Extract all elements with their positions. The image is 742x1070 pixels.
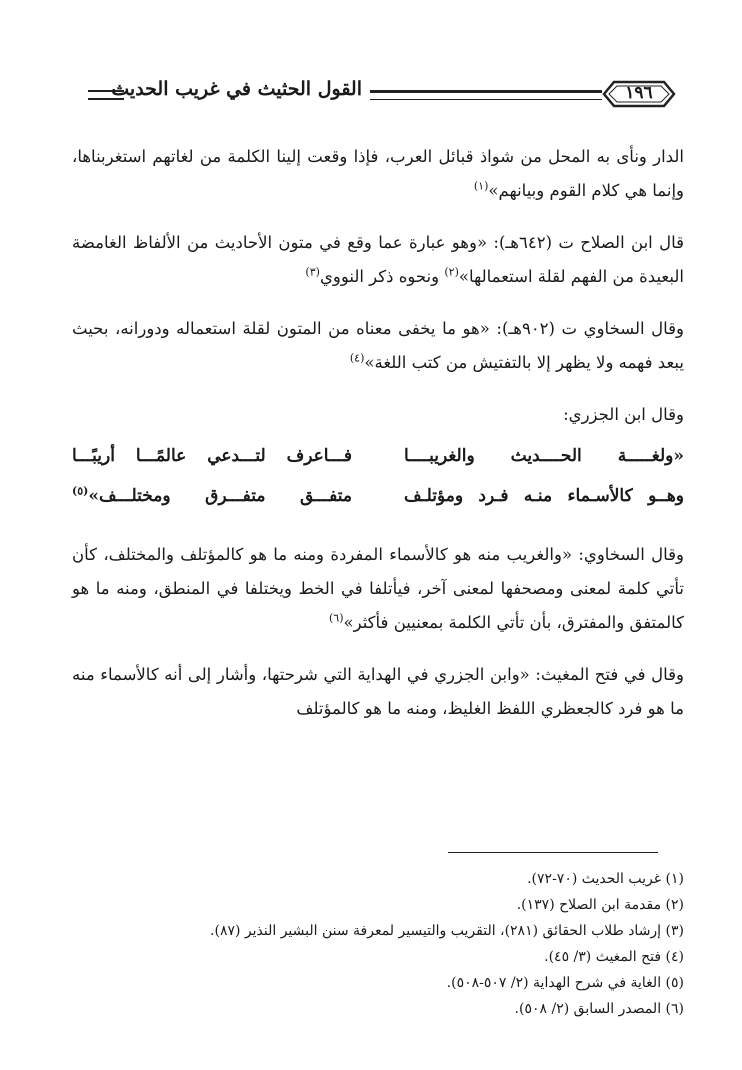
footnote-ref: (٤): [349, 351, 365, 365]
footnotes: [72, 866, 684, 1022]
footnote-ref: (٥): [72, 484, 89, 498]
poem: [72, 436, 684, 516]
footnote: (٤) فتح المغيث (٣/ ٤٥).: [544, 949, 684, 965]
paragraph: [72, 226, 684, 294]
hemistich: فـــاعرف لتـــدعي عالمًـــا أريبًـــا: [72, 446, 352, 466]
paragraph: [72, 140, 684, 208]
footnote-separator: [448, 852, 658, 853]
poem-line: [72, 476, 684, 516]
hemistich-text: متفـــق متفـــرق ومختلـــف»: [88, 486, 352, 506]
paragraph-text: وقال السخاوي: «والغريب منه هو كالأسماء المفردة ومنه ما هو كالمؤتلف والمختلف، كأن تأتي كلمة لمعنى ومصحفها لمعنى آخر، فيأتلفا في الخط ويختلفا في المنطق، ومنه ما هو كالمتفق والمفترق، بأن تأتي الكلمة بمعنيين فأكثر»: [72, 545, 684, 632]
header-double-rule-right: [370, 90, 602, 100]
paragraph-text: ونحوه ذكر النووي: [319, 267, 445, 286]
paragraph: [72, 398, 684, 432]
paragraph-text: وقال في فتح المغيث: «وابن الجزري في الهداية التي شرحتها، وأشار إلى أنه كالأسماء منه ما هو فرد كالجعظري اللفظ الغليظ، ومنه ما هو كالمؤتلف: [72, 665, 684, 718]
footnote-ref: (١): [473, 179, 489, 193]
paragraph: [72, 538, 684, 640]
hemistich: وهــو كالأسـماء منـه فـرد ومؤتلـف: [404, 486, 684, 506]
paragraph: [72, 312, 684, 380]
page-number-badge: [600, 74, 678, 114]
footnote: (٣) إرشاد طلاب الحقائق (٢٨١)، التقريب والتيسير لمعرفة سنن البشير النذير (٨٧).: [210, 923, 684, 939]
hemistich: «ولغـــــة الحــــديث والغريبــــا: [404, 446, 684, 466]
paragraph-text: الدار ونأى به المحل من شواذ قبائل العرب، فإذا وقعت إلينا الكلمة من لغاتهم استغربناها، وإنما هي كلام القوم وبيانهم»: [72, 147, 684, 200]
running-header: [0, 70, 742, 122]
footnote-ref: (٣): [305, 265, 320, 279]
footnote: (٥) الغاية في شرح الهداية (٢/ ٥٠٧-٥٠٨).: [446, 975, 684, 991]
poem-line: [72, 436, 684, 476]
book-title: القول الحثيث في غريب الحديث: [111, 78, 362, 100]
main-text: [72, 140, 684, 744]
paragraph-text: وقال السخاوي ت (٩٠٢هـ): «هو ما يخفى معناه من المتون لقلة استعماله ودورانه، بحيث يبعد فهمه ولا يظهر إلا بالتفتيش من كتب اللغة»: [72, 319, 685, 372]
footnote-ref: (٢): [444, 265, 459, 279]
footnote: (١) غريب الحديث (٧٠-٧٢).: [527, 871, 684, 887]
hemistich: [72, 479, 352, 513]
paragraph: [72, 658, 684, 726]
footnote-ref: (٦): [328, 611, 344, 625]
page-number: ١٩٦: [625, 83, 653, 103]
footnote: (٢) مقدمة ابن الصلاح (١٣٧).: [516, 897, 684, 913]
paragraph-text: وقال ابن الجزري:: [563, 405, 684, 424]
paragraph-text: قال ابن الصلاح ت (٦٤٢هـ): «وهو عبارة عما وقع في متون الأحاديث من الألفاظ الغامضة البعيدة من الفهم لقلة استعمالها»: [72, 233, 684, 286]
footnote: (٦) المصدر السابق (٢/ ٥٠٨).: [514, 1001, 684, 1017]
